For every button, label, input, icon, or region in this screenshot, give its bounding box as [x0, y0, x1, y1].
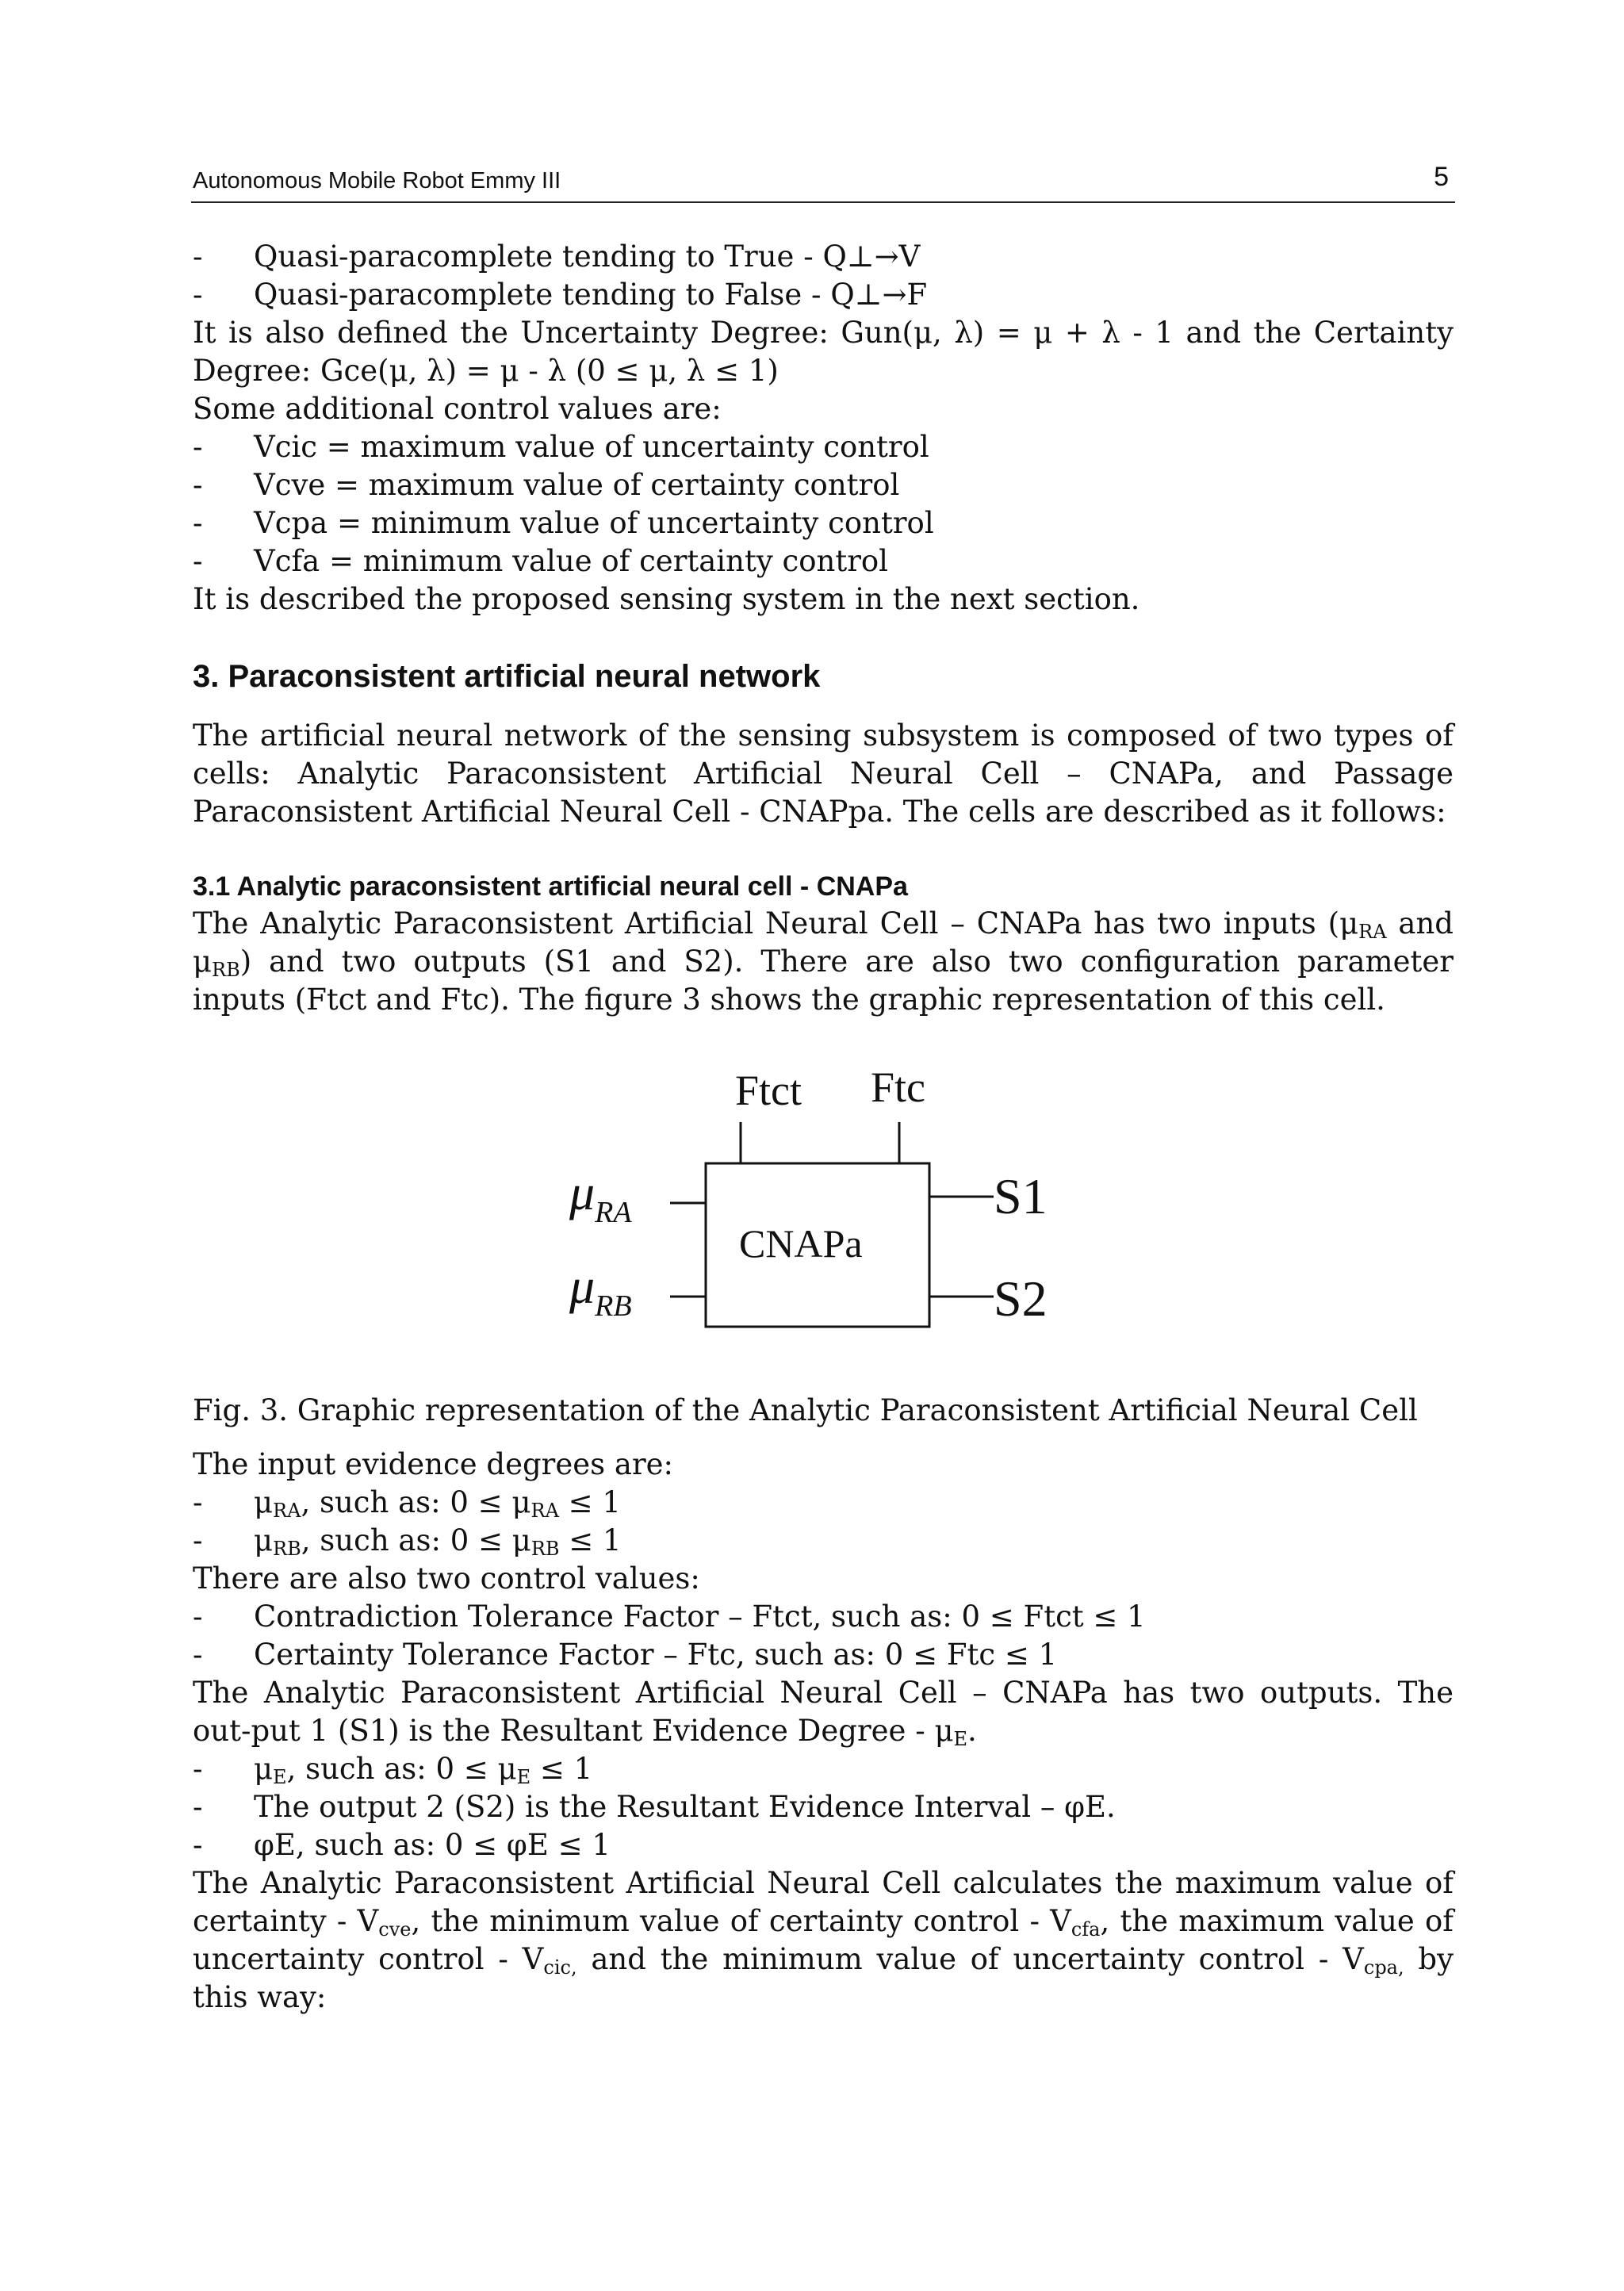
- list-item: - Vcfa = minimum value of certainty control: [193, 544, 888, 578]
- label-mu-ra: $\mu_{RA}$: [569, 1164, 632, 1229]
- label-ftct: Ftct: [735, 1067, 802, 1114]
- list-item: - Vcpa = minimum value of uncertainty control: [193, 506, 934, 540]
- list-item: - $\mu_{RB}$, such as: $0 \le \mu_{RB} \le 1$: [193, 1523, 622, 1560]
- list-item: - Vcve = maximum value of certainty control: [193, 468, 900, 502]
- control-values-intro: There are also two control values:: [193, 1561, 700, 1596]
- section-3-1-paragraph: The Analytic Paraconsistent Artificial Neural Cell – CNAPa has two inputs ($\mu_{RA}$ and $\mu_{RB}$) and two outputs (S1 and S2). There are also two configuration parameter inputs (Ftct and Ftc). The figure 3 shows the graphic representation of this cell.: [193, 906, 1454, 1017]
- list-item: - φE, such as: 0 ≤ φE ≤ 1: [193, 1828, 611, 1862]
- box-label: CNAPa: [739, 1221, 863, 1266]
- outputs-paragraph: The Analytic Paraconsistent Artificial Neural Cell – CNAPa has two outputs. The out-put 1 (S1) is the Resultant Evidence Degree - $\mu_E$.: [193, 1676, 1454, 1750]
- list-item: - Quasi-paracomplete tending to False - Q⊥→F: [193, 278, 928, 312]
- header-title: Autonomous Mobile Robot Emmy III: [193, 168, 561, 193]
- figure-3-cnapa-diagram: [193, 1043, 1454, 1392]
- section-3-1-heading: 3.1 Analytic paraconsistent artificial neural cell - CNAPa: [193, 872, 908, 902]
- list-item: - Contradiction Tolerance Factor – Ftct, such as: 0 ≤ Ftct ≤ 1: [193, 1599, 1146, 1634]
- list-item: - Vcic = maximum value of uncertainty control: [193, 430, 929, 464]
- cnapa-diagram: [193, 1043, 1454, 1392]
- label-s2: S2: [994, 1270, 1048, 1327]
- evidence-intro: The input evidence degrees are:: [193, 1447, 674, 1481]
- list-item: - $\mu_{RA}$, such as: $0 \le \mu_{RA} \le 1$: [193, 1485, 621, 1522]
- page-number: 5: [1434, 162, 1449, 192]
- label-ftc: Ftc: [871, 1063, 926, 1111]
- running-header: [191, 162, 1455, 203]
- page-body: [193, 238, 1454, 2017]
- list-item: - Quasi-paracomplete tending to True - Q⊥→V: [193, 239, 921, 274]
- control-intro: Some additional control values are:: [193, 392, 722, 426]
- list-item: - The output 2 (S2) is the Resultant Evidence Interval – φE.: [193, 1790, 1116, 1824]
- section-3-heading: 3. Paraconsistent artificial neural network: [193, 659, 821, 694]
- list-item: - $\mu_E$, such as: $0 \le \mu_E \le 1$: [193, 1752, 593, 1788]
- label-s1: S1: [994, 1168, 1048, 1224]
- sensing-sentence: It is described the proposed sensing system in the next section.: [193, 582, 1140, 616]
- figure-caption: Fig. 3. Graphic representation of the Analytic Paraconsistent Artificial Neural Cell: [193, 1393, 1418, 1427]
- final-paragraph: The Analytic Paraconsistent Artificial Neural Cell calculates the maximum value of certainty - $V_{cve}$, the minimum value of certainty control - $V_{cfa}$, the maximum value of uncertainty control - $V_{cic,}$ and the minimum value of uncertainty control - $V_{cpa,}$ by this way:: [193, 1866, 1454, 2014]
- label-mu-rb: $\mu_{RB}$: [569, 1258, 632, 1323]
- uncertainty-paragraph: It is also defined the Uncertainty Degree: Gun(μ, λ) = μ + λ - 1 and the Certainty Degree: Gce(μ, λ) = μ - λ (0 ≤ μ, λ ≤ 1): [193, 316, 1454, 388]
- section-3-paragraph: The artificial neural network of the sensing subsystem is composed of two types of cells: Analytic Paraconsistent Artificial Neural Cell – CNAPa, and Passage Paraconsistent Artificial Neural Cell - CNAPpa. The cells are described as it follows:: [193, 718, 1454, 829]
- list-item: - Certainty Tolerance Factor – Ftc, such as: 0 ≤ Ftc ≤ 1: [193, 1638, 1058, 1672]
